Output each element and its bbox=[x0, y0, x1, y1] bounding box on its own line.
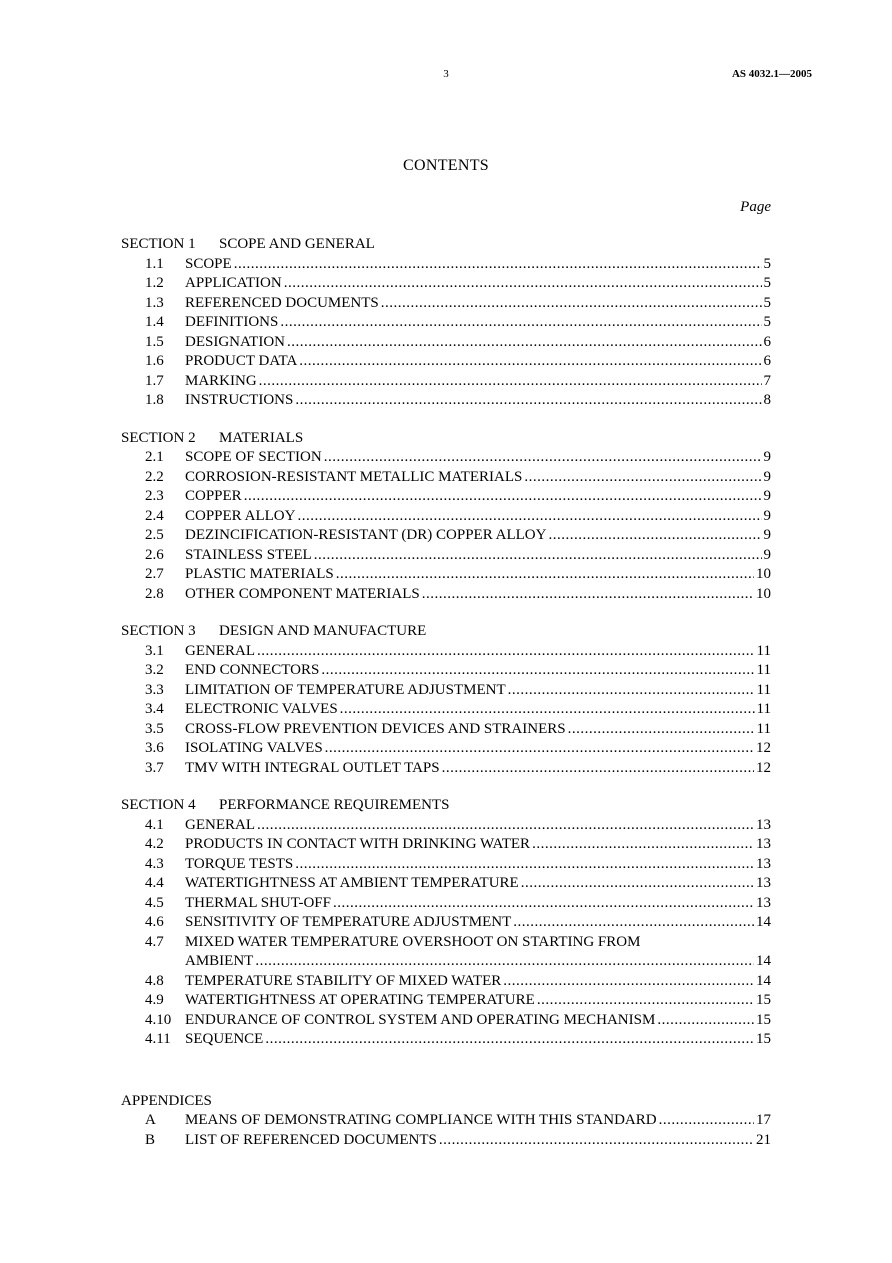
dot-leader bbox=[442, 759, 754, 779]
section-title: PERFORMANCE REQUIREMENTS bbox=[219, 797, 450, 813]
section-heading[interactable] bbox=[121, 235, 771, 255]
section-heading[interactable] bbox=[121, 429, 771, 449]
toc-entry-page: 8 bbox=[763, 392, 771, 408]
dot-leader bbox=[284, 274, 762, 294]
toc-entry-body bbox=[185, 661, 771, 681]
toc-entry-number: B bbox=[145, 1131, 156, 1148]
toc-entry-page: 13 bbox=[756, 816, 771, 833]
toc-entry-page: 10 bbox=[756, 585, 771, 602]
section-heading[interactable] bbox=[121, 796, 771, 816]
section-label: SECTION 1 bbox=[121, 236, 196, 252]
toc-entry-body bbox=[185, 487, 771, 507]
toc-entry-body bbox=[185, 991, 771, 1011]
toc-entry-title: THERMAL SHUT-OFF bbox=[185, 894, 331, 911]
toc-entry-page: 15 bbox=[756, 992, 771, 1008]
toc-entry-title: DEZINCIFICATION-RESISTANT (DR) COPPER ALLOY bbox=[185, 527, 547, 543]
page-header bbox=[0, 68, 892, 84]
toc-entry-number: 1.4 bbox=[145, 314, 164, 330]
toc-entry-page: 13 bbox=[756, 836, 771, 852]
toc-entry-title: LIST OF REFERENCED DOCUMENTS bbox=[185, 1131, 437, 1148]
toc-entry[interactable] bbox=[121, 507, 771, 527]
toc-entry-number: 4.10 bbox=[145, 1011, 172, 1028]
toc-entry-page: 14 bbox=[756, 972, 771, 989]
toc-entry-number: 3.5 bbox=[145, 720, 164, 737]
toc-entry-title: ENDURANCE OF CONTROL SYSTEM AND OPERATING MECHANISM bbox=[185, 1011, 656, 1028]
toc-entry-body bbox=[185, 1131, 771, 1151]
toc-entry-page: 14 bbox=[756, 953, 771, 969]
toc-entry-number: 3.1 bbox=[145, 642, 164, 659]
toc-entry[interactable] bbox=[121, 333, 771, 353]
toc-entry-body bbox=[185, 585, 771, 605]
toc-entry-body bbox=[185, 565, 771, 585]
toc-entry-body bbox=[185, 972, 771, 992]
toc-entry-number: 4.3 bbox=[145, 855, 164, 872]
section-label: SECTION 3 bbox=[121, 623, 196, 639]
dot-leader bbox=[234, 255, 762, 275]
toc-entry-title: DEFINITIONS bbox=[185, 314, 279, 330]
toc-entry-title: INSTRUCTIONS bbox=[185, 392, 294, 408]
toc-entry-number: 4.1 bbox=[145, 816, 164, 833]
toc-entry-page: 9 bbox=[763, 449, 771, 465]
toc-entry-number: 2.1 bbox=[145, 449, 164, 465]
toc-entry-number: 1.5 bbox=[145, 333, 164, 350]
dot-leader bbox=[508, 681, 755, 701]
toc-entry[interactable] bbox=[121, 894, 771, 914]
toc-entry[interactable] bbox=[121, 816, 771, 836]
toc-entry-page: 5 bbox=[763, 294, 771, 311]
dot-leader bbox=[439, 1131, 754, 1151]
toc-entry-page: 21 bbox=[756, 1131, 771, 1148]
toc-entry-page: 5 bbox=[763, 255, 771, 272]
toc-entry-title: TEMPERATURE STABILITY OF MIXED WATER bbox=[185, 972, 502, 989]
dot-leader bbox=[503, 972, 754, 992]
toc-entry-title: STAINLESS STEEL bbox=[185, 546, 312, 563]
toc-entry[interactable] bbox=[121, 1030, 771, 1050]
dot-leader bbox=[314, 546, 762, 566]
toc-entry-title: CROSS-FLOW PREVENTION DEVICES AND STRAINERS bbox=[185, 720, 566, 737]
toc-entry[interactable] bbox=[121, 700, 771, 720]
toc-entry-page: 6 bbox=[763, 333, 771, 350]
toc-entry-number: 1.6 bbox=[145, 353, 164, 369]
toc-entry-body bbox=[185, 372, 771, 392]
toc-entry[interactable] bbox=[121, 565, 771, 585]
toc-entry[interactable] bbox=[121, 972, 771, 992]
toc-entry-title: PLASTIC MATERIALS bbox=[185, 566, 334, 582]
dot-leader bbox=[259, 372, 762, 392]
toc-entry[interactable] bbox=[121, 274, 771, 294]
toc-entry[interactable] bbox=[121, 661, 771, 681]
dot-leader bbox=[244, 487, 762, 507]
toc-entry[interactable] bbox=[121, 313, 771, 333]
toc-entry[interactable] bbox=[121, 448, 771, 468]
toc-entry-body bbox=[185, 333, 771, 353]
toc-entry[interactable] bbox=[121, 933, 771, 972]
toc-entry-title: MEANS OF DEMONSTRATING COMPLIANCE WITH THIS STANDARD bbox=[185, 1112, 657, 1128]
dot-leader bbox=[295, 391, 761, 411]
toc-entry-page: 5 bbox=[763, 275, 771, 291]
toc-entry[interactable] bbox=[121, 294, 771, 314]
toc-entry-page: 7 bbox=[763, 372, 771, 389]
toc-entry-title: SEQUENCE bbox=[185, 1031, 264, 1047]
toc-entry-title: COPPER ALLOY bbox=[185, 507, 296, 524]
toc-entry-body bbox=[185, 255, 771, 275]
toc-entry[interactable] bbox=[121, 739, 771, 759]
toc-entry-body bbox=[185, 700, 771, 720]
toc-entry-title: REFERENCED DOCUMENTS bbox=[185, 294, 379, 311]
toc-entry-page: 14 bbox=[756, 914, 771, 930]
toc-entry-body bbox=[185, 642, 771, 662]
dot-leader bbox=[422, 585, 754, 605]
toc-entry-number: 2.4 bbox=[145, 507, 164, 524]
toc-entry-title-continuation bbox=[185, 952, 771, 972]
toc-entry-page: 9 bbox=[763, 488, 771, 504]
toc-entry-number: 3.6 bbox=[145, 740, 164, 756]
dot-leader bbox=[336, 565, 754, 585]
toc-entry-page: 11 bbox=[756, 662, 771, 678]
toc-entry-title: CORROSION-RESISTANT METALLIC MATERIALS bbox=[185, 468, 523, 485]
toc-section bbox=[121, 796, 771, 1050]
toc-entry-body bbox=[185, 855, 771, 875]
toc-entry[interactable] bbox=[121, 835, 771, 855]
toc-entry-number: 2.8 bbox=[145, 585, 164, 602]
toc-entry-title: PRODUCT DATA bbox=[185, 353, 298, 369]
toc-entry-page: 5 bbox=[763, 314, 771, 330]
toc-entry-body bbox=[185, 816, 771, 836]
section-label: SECTION 2 bbox=[121, 429, 196, 446]
toc-entry-page: 11 bbox=[756, 720, 771, 737]
toc-entry-title: GENERAL bbox=[185, 642, 255, 659]
toc-entry-title: PRODUCTS IN CONTACT WITH DRINKING WATER bbox=[185, 836, 531, 852]
dot-leader bbox=[295, 855, 754, 875]
dot-leader bbox=[381, 294, 762, 314]
toc-entry[interactable] bbox=[121, 913, 771, 933]
toc-entry-body bbox=[185, 313, 771, 333]
dot-leader bbox=[299, 352, 761, 372]
toc-entry-page: 10 bbox=[756, 566, 771, 582]
toc-entry-number: 1.7 bbox=[145, 372, 164, 389]
toc-entry-title: ISOLATING VALVES bbox=[185, 740, 323, 756]
toc-entry-number: 2.3 bbox=[145, 488, 164, 504]
toc-entry-body bbox=[185, 1111, 771, 1131]
toc-entry-title: SCOPE OF SECTION bbox=[185, 449, 322, 465]
toc-entry-number: 4.9 bbox=[145, 992, 164, 1008]
toc-entry[interactable] bbox=[121, 352, 771, 372]
toc-entry[interactable] bbox=[121, 874, 771, 894]
section-title: DESIGN AND MANUFACTURE bbox=[219, 623, 427, 639]
toc-entry-title: SENSITIVITY OF TEMPERATURE ADJUSTMENT bbox=[185, 914, 512, 930]
toc-section bbox=[121, 622, 771, 778]
toc-entry[interactable] bbox=[121, 720, 771, 740]
toc-entry[interactable] bbox=[121, 372, 771, 392]
toc-entry-page: 13 bbox=[756, 894, 771, 911]
toc-entry-body bbox=[185, 1030, 771, 1050]
toc-entry[interactable] bbox=[121, 546, 771, 566]
toc-entry-body bbox=[185, 546, 771, 566]
toc-entry-page: 13 bbox=[756, 855, 771, 872]
toc-entry[interactable] bbox=[121, 681, 771, 701]
toc-entry-page: 11 bbox=[756, 701, 771, 717]
toc-entry-page: 15 bbox=[756, 1031, 771, 1047]
dot-leader bbox=[257, 816, 754, 836]
toc-entry-body bbox=[185, 294, 771, 314]
toc-entry-number: 3.3 bbox=[145, 681, 164, 698]
dot-leader bbox=[524, 468, 761, 488]
section-title: SCOPE AND GENERAL bbox=[219, 236, 375, 252]
toc-entry[interactable] bbox=[121, 585, 771, 605]
toc-entry-number: 2.2 bbox=[145, 468, 164, 485]
dot-leader bbox=[287, 333, 762, 353]
toc-entry-body bbox=[185, 759, 771, 779]
toc-entry-number: 1.1 bbox=[145, 255, 164, 272]
toc-entry[interactable] bbox=[121, 1011, 771, 1031]
section-label: SECTION 4 bbox=[121, 797, 196, 813]
dot-leader bbox=[255, 952, 754, 972]
toc-entry[interactable] bbox=[121, 991, 771, 1011]
dot-leader bbox=[568, 720, 755, 740]
toc-entry[interactable] bbox=[121, 526, 771, 546]
toc-entry-title: MIXED WATER TEMPERATURE OVERSHOOT ON STARTING FROM bbox=[185, 933, 641, 950]
toc-entry-page: 9 bbox=[763, 527, 771, 543]
toc-entry[interactable] bbox=[121, 487, 771, 507]
section-heading[interactable] bbox=[121, 622, 771, 642]
dot-leader bbox=[280, 313, 761, 333]
toc-entry-page: 9 bbox=[763, 546, 771, 563]
toc-entry-title: COPPER bbox=[185, 488, 242, 504]
toc-entry-number: 4.7 bbox=[145, 933, 164, 950]
toc-entry-title: DESIGNATION bbox=[185, 333, 285, 350]
toc-entry-body bbox=[185, 448, 771, 468]
dot-leader bbox=[324, 448, 762, 468]
toc-entry-title: MARKING bbox=[185, 372, 257, 389]
toc-entry-title: WATERTIGHTNESS AT AMBIENT TEMPERATURE bbox=[185, 875, 519, 891]
dot-leader bbox=[340, 700, 755, 720]
toc-entry-body bbox=[185, 913, 771, 933]
toc-entry-title: END CONNECTORS bbox=[185, 662, 320, 678]
dot-leader bbox=[297, 507, 761, 527]
dot-leader bbox=[265, 1030, 754, 1050]
toc-entry-number: 1.3 bbox=[145, 294, 164, 311]
toc-entry-number: 4.8 bbox=[145, 972, 164, 989]
toc-entry-page: 12 bbox=[756, 759, 771, 776]
toc-entry[interactable] bbox=[121, 391, 771, 411]
toc-entry-body bbox=[185, 720, 771, 740]
dot-leader bbox=[333, 894, 754, 914]
toc-entry-title: WATERTIGHTNESS AT OPERATING TEMPERATURE bbox=[185, 992, 535, 1008]
dot-leader bbox=[659, 1111, 754, 1131]
toc-entry-body bbox=[185, 874, 771, 894]
toc-entry-body bbox=[185, 507, 771, 527]
toc-entry[interactable] bbox=[121, 1111, 771, 1131]
table-of-contents bbox=[121, 235, 771, 1168]
toc-section bbox=[121, 429, 771, 605]
appendices-heading[interactable]: APPENDICES bbox=[121, 1092, 212, 1109]
toc-section bbox=[121, 235, 771, 411]
dot-leader bbox=[257, 642, 755, 662]
toc-entry[interactable] bbox=[121, 468, 771, 488]
dot-leader bbox=[548, 526, 761, 546]
toc-entry[interactable] bbox=[121, 255, 771, 275]
toc-entry-number: 3.4 bbox=[145, 701, 164, 717]
dot-leader bbox=[537, 991, 754, 1011]
toc-entry-number: 1.2 bbox=[145, 275, 164, 291]
toc-entry-body bbox=[185, 468, 771, 488]
toc-entry-number: 2.5 bbox=[145, 527, 164, 543]
toc-entry-body bbox=[185, 739, 771, 759]
toc-entry-number: 3.2 bbox=[145, 662, 164, 678]
toc-entry-title-cont: AMBIENT bbox=[185, 953, 254, 969]
toc-entry-body bbox=[185, 933, 771, 972]
toc-entry-title: ELECTRONIC VALVES bbox=[185, 701, 338, 717]
toc-entry-body bbox=[185, 526, 771, 546]
dot-leader bbox=[521, 874, 754, 894]
toc-entry-number: 4.4 bbox=[145, 875, 164, 891]
toc-entry-number: 4.11 bbox=[145, 1031, 171, 1047]
toc-entry-page: 12 bbox=[756, 740, 771, 756]
toc-entry-page: 11 bbox=[756, 642, 771, 659]
toc-entry-title: TORQUE TESTS bbox=[185, 855, 294, 872]
toc-entry-title: APPLICATION bbox=[185, 275, 282, 291]
toc-entry-number: 3.7 bbox=[145, 759, 164, 776]
dot-leader bbox=[532, 835, 754, 855]
toc-entry-body bbox=[185, 894, 771, 914]
toc-entry-number: 4.6 bbox=[145, 914, 164, 930]
toc-entry-page: 11 bbox=[756, 681, 771, 698]
toc-entry-body bbox=[185, 352, 771, 372]
toc-entry-title: TMV WITH INTEGRAL OUTLET TAPS bbox=[185, 759, 440, 776]
dot-leader bbox=[321, 661, 754, 681]
toc-entry-title: LIMITATION OF TEMPERATURE ADJUSTMENT bbox=[185, 681, 506, 698]
section-title: MATERIALS bbox=[219, 429, 304, 446]
toc-entry-number: 1.8 bbox=[145, 392, 164, 408]
toc-entry[interactable] bbox=[121, 642, 771, 662]
toc-entry-page: 6 bbox=[763, 353, 771, 369]
toc-entry-title: SCOPE bbox=[185, 255, 232, 272]
toc-entry[interactable] bbox=[121, 855, 771, 875]
toc-entry-body bbox=[185, 835, 771, 855]
toc-appendices bbox=[121, 1092, 771, 1151]
dot-leader bbox=[513, 913, 754, 933]
toc-entry-body bbox=[185, 274, 771, 294]
toc-entry-body bbox=[185, 681, 771, 701]
toc-entry-number: 4.5 bbox=[145, 894, 164, 911]
toc-entry-page: 13 bbox=[756, 875, 771, 891]
toc-entry-page: 9 bbox=[763, 507, 771, 524]
toc-entry-title: OTHER COMPONENT MATERIALS bbox=[185, 585, 420, 602]
contents-title: CONTENTS bbox=[403, 157, 489, 174]
toc-entry-number: 4.2 bbox=[145, 836, 164, 852]
toc-entry-page: 15 bbox=[756, 1011, 771, 1028]
standard-id: AS 4032.1—2005 bbox=[731, 68, 812, 80]
dot-leader bbox=[657, 1011, 754, 1031]
toc-entry-body bbox=[185, 1011, 771, 1031]
toc-entry[interactable] bbox=[121, 1131, 771, 1151]
toc-entry-number: 2.7 bbox=[145, 566, 164, 582]
toc-entry-number: 2.6 bbox=[145, 546, 164, 563]
toc-entry-title: GENERAL bbox=[185, 816, 255, 833]
toc-entry-body bbox=[185, 391, 771, 411]
page-column-label: Page bbox=[740, 199, 771, 215]
dot-leader bbox=[325, 739, 754, 759]
toc-entry-page: 9 bbox=[763, 468, 771, 485]
toc-entry[interactable] bbox=[121, 759, 771, 779]
page-number: 3 bbox=[443, 68, 449, 80]
toc-entry-page: 17 bbox=[756, 1112, 771, 1128]
toc-entry-number: A bbox=[145, 1112, 156, 1128]
